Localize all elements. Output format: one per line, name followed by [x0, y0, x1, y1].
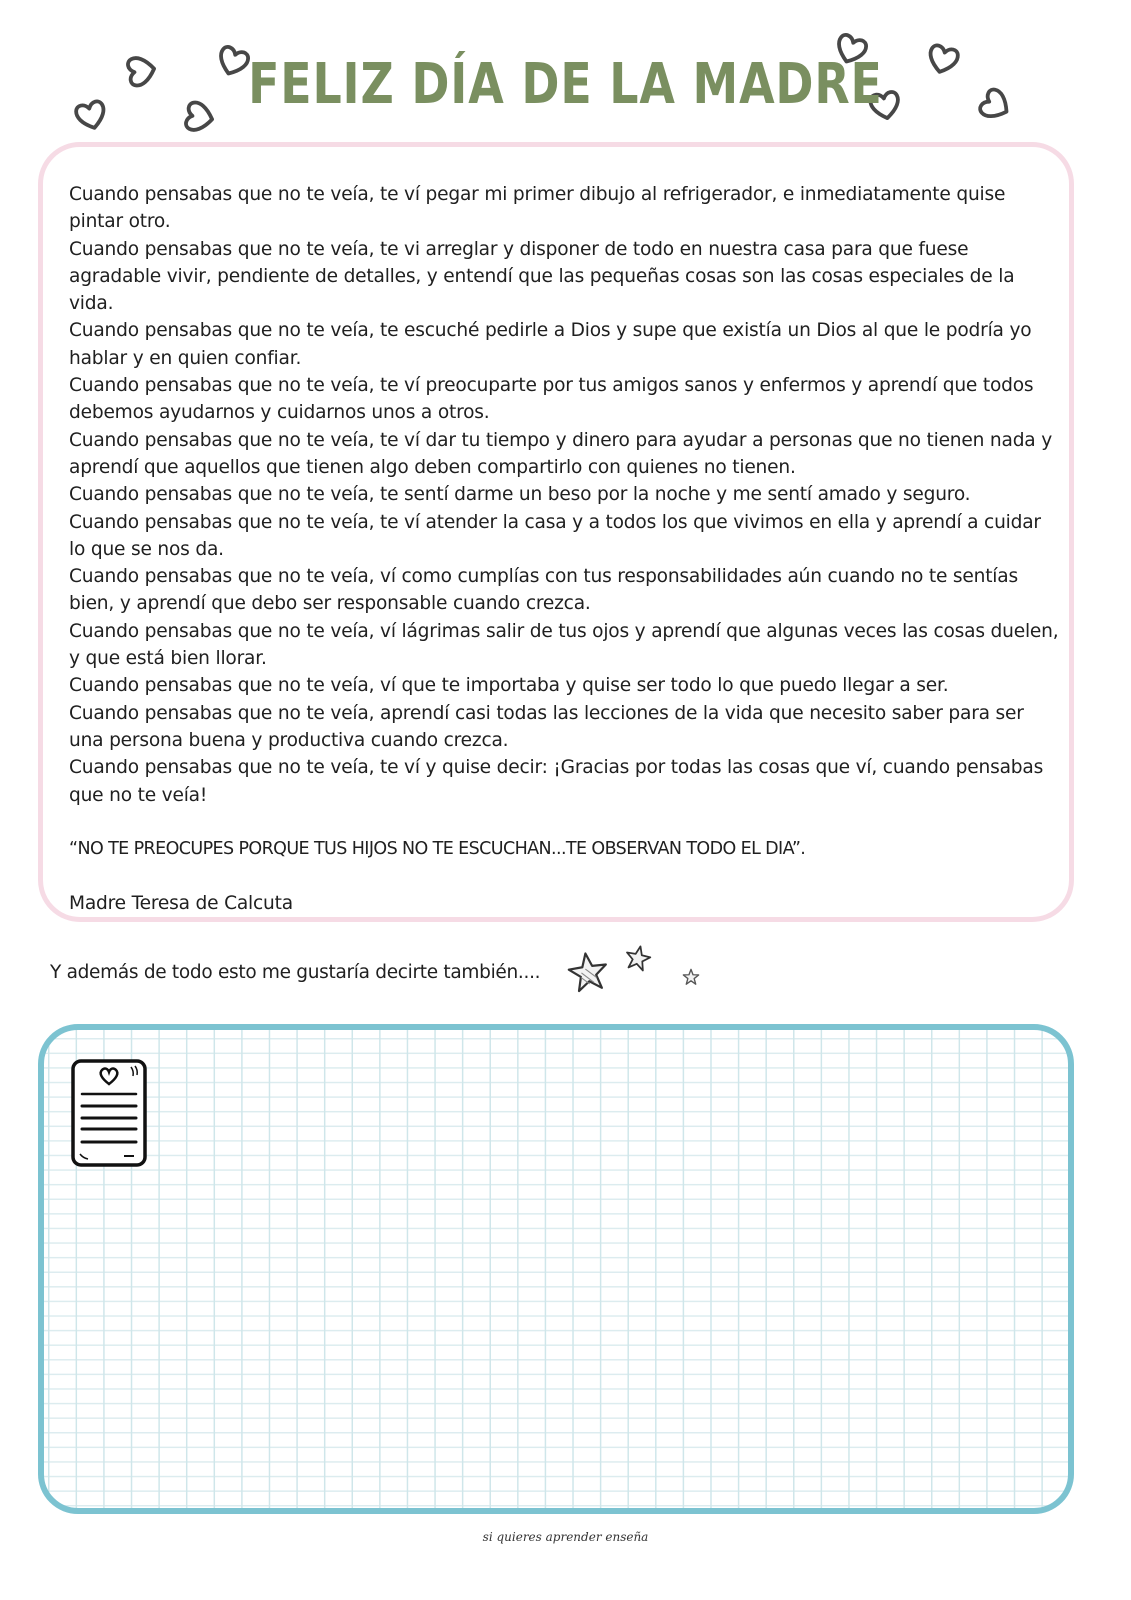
letter-paragraph: Cuando pensabas que no te veía, te ví preocuparte por tus amigos sanos y enfermos y aprendí que todos debemos ayudarnos y cuidarnos unos a otros.	[69, 375, 1034, 424]
footer-text: si quieres aprender enseña	[482, 1530, 649, 1544]
letter-paragraph: Cuando pensabas que no te veía, te vi arreglar y disponer de todo en nuestra casa para que fuese agradable vivir, pendiente de detalles, y entendí que las pequeñas cosas son las cosas especiales de la vida.	[69, 238, 1015, 315]
note-with-heart-icon	[70, 1058, 148, 1168]
quote-author: Madre Teresa de Calcuta	[69, 893, 293, 915]
letter-paragraph: Cuando pensabas que no te veía, te ví pegar mi primer dibujo al refrigerador, e inmediatamente quise pintar otro.	[69, 184, 1006, 233]
writing-area[interactable]	[38, 1024, 1074, 1514]
letter-paragraph: Cuando pensabas que no te veía, te sentí darme un beso por la noche y me sentí amado y seguro.	[69, 484, 971, 506]
letter-paragraph: Cuando pensabas que no te veía, ví como cumplías con tus responsabilidades aún cuando no te sentías bien, y aprendí que debo ser responsable cuando crezca.	[69, 566, 1018, 615]
quote-text: “NO TE PREOCUPES PORQUE TUS HIJOS NO TE ESCUCHAN...TE OBSERVAN TODO EL DIA”.	[69, 838, 806, 859]
spacer	[69, 809, 1059, 836]
letter-paragraph: Cuando pensabas que no te veía, te ví dar tu tiempo y dinero para ayudar a personas que no tienen nada y aprendí que aquellos que tienen algo deben compartirlo con quienes no tienen.	[69, 429, 1053, 478]
page-title: FELIZ DÍA DE LA MADRE	[248, 52, 883, 117]
letter-paragraph: Cuando pensabas que no te veía, te ví y quise decir: ¡Gracias por todas las cosas que ví, cuando pensabas que no te veía!	[69, 757, 1044, 806]
star-icon	[621, 941, 654, 974]
letter-paragraph: Cuando pensabas que no te veía, te escuché pedirle a Dios y supe que existía un Dios al que le podría yo hablar y en quien confiar.	[69, 320, 1032, 369]
letter-paragraph: Cuando pensabas que no te veía, aprendí casi todas las lecciones de la vida que necesito saber para ser una persona buena y productiva cuando crezca.	[69, 702, 1024, 751]
letter-box	[38, 142, 1074, 922]
letter-paragraph: Cuando pensabas que no te veía, te ví atender la casa y a todos los que vivimos en ella y aprendí a cuidar lo que se nos da.	[69, 511, 1041, 560]
prompt-text: Y además de todo esto me gustaría decirte también....	[50, 962, 541, 983]
star-icon	[563, 947, 613, 997]
spacer	[69, 863, 1059, 890]
letter-paragraph: Cuando pensabas que no te veía, ví lágrimas salir de tus ojos y aprendí que algunas veces las cosas duelen, y que está bien llorar.	[69, 620, 1059, 670]
letter-text	[69, 181, 1059, 917]
letter-paragraph: Cuando pensabas que no te veía, ví que te importaba y quise ser todo lo que puedo llegar a ser.	[69, 675, 949, 697]
star-icon	[682, 968, 700, 986]
